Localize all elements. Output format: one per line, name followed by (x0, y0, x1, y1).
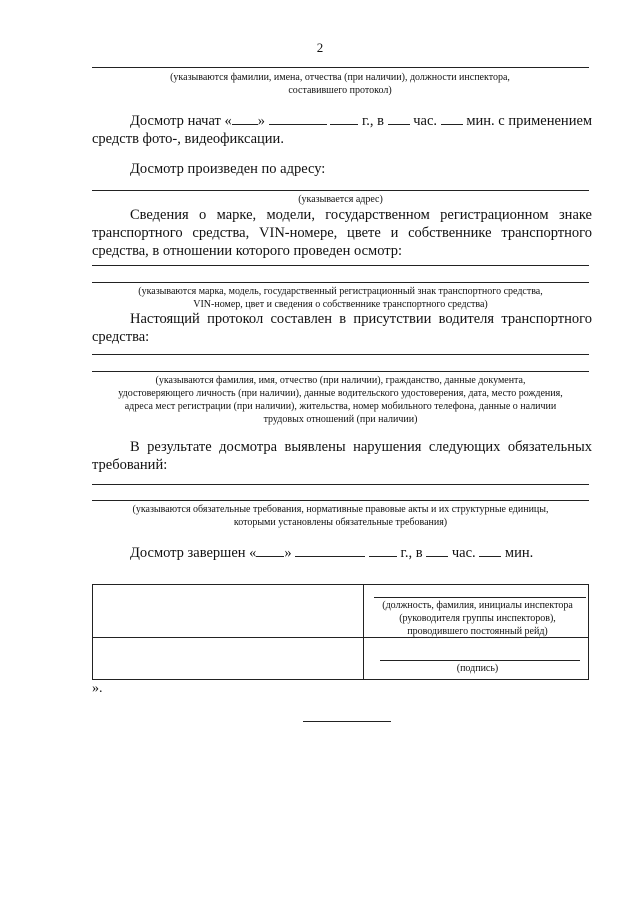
violations-caption-line2: которыми установлены обязательные требования) (233, 517, 448, 528)
driver-caption-line2: удостоверяющего личность (при наличии), данные водительского удостоверения, дата, место рождения, (118, 388, 563, 399)
inspection-end (130, 544, 533, 562)
violations-caption-line1: (указываются обязательные требования, нормативные правовые акты и их структурные единицы, (132, 504, 549, 515)
inspector-line (92, 67, 589, 68)
signature-caption: (подпись) (456, 663, 499, 674)
end-minute-blank (479, 544, 501, 557)
end-day-blank (256, 544, 284, 557)
signature-table (92, 584, 589, 680)
position-line (374, 597, 586, 598)
left-cell-bottom[interactable] (93, 638, 364, 680)
end-text-1: Досмотр завершен « (130, 545, 257, 561)
inspector-caption: (указываются фамилии, имена, отчества (при наличии), должности инспектора, составившего протокол) (170, 72, 510, 96)
end-text-2: » (284, 545, 292, 561)
start-text-2: » (257, 113, 266, 129)
start-text-5: мин. с применением (466, 113, 593, 129)
end-hour-blank (426, 544, 448, 557)
inspection-start (92, 112, 592, 148)
end-month-blank (295, 544, 365, 557)
position-caption-line3: проводившего постоянный рейд) (407, 626, 548, 637)
vehicle-line-2 (92, 282, 589, 283)
violations-line-2 (92, 500, 589, 501)
page-number: 2 (316, 40, 324, 55)
vehicle-caption (92, 285, 589, 311)
position-caption-line2: (руководителя группы инспекторов), (399, 613, 556, 624)
position-cell[interactable] (364, 585, 589, 638)
driver-text: Настоящий протокол составлен в присутствии водителя транспортного средства: (92, 311, 592, 345)
address-text: Досмотр произведен по адресу: (130, 161, 326, 177)
driver-caption-line3: адреса мест регистрации (при наличии), жительства, номер мобильного телефона, данные о наличии (124, 401, 557, 412)
start-text-3: г., в (361, 113, 384, 129)
signature-cell[interactable] (364, 638, 589, 680)
position-caption (364, 599, 591, 638)
signature-line (380, 660, 580, 661)
vehicle-text: Сведения о марке, модели, государственном регистрационном знаке транспортного средства, VIN-номере, цвете и собственнике транспортного средства, в отношении которого проведен осмотр: (92, 207, 592, 259)
driver-caption (92, 374, 589, 426)
driver-caption-line1: (указываются фамилия, имя, отчество (при наличии), гражданство, данные документа, (155, 375, 526, 386)
violations-text: В результате досмотра выявлены нарушения следующих обязательных требований: (92, 439, 592, 473)
address-caption: (указывается адрес) (298, 194, 383, 205)
start-text-4: час. (413, 113, 438, 129)
vehicle-caption-line2: VIN-номер, цвет и сведения о собственнике транспортного средства) (193, 299, 488, 310)
start-text-1: Досмотр начат « (130, 113, 232, 129)
start-month-blank (269, 112, 327, 125)
closing-mark: ». (92, 681, 103, 696)
end-text-5: мин. (504, 545, 534, 561)
violations-line-1 (92, 484, 589, 485)
end-text-4: час. (451, 545, 476, 561)
driver-line-2 (92, 371, 589, 372)
start-day-blank (232, 112, 258, 125)
end-year-blank (369, 544, 397, 557)
left-cell-top[interactable] (93, 585, 364, 638)
start-year-blank (330, 112, 358, 125)
driver-caption-line4: трудовых отношений (при наличии) (263, 414, 418, 425)
inspection-start-line1 (92, 112, 592, 130)
end-text-3: г., в (400, 545, 423, 561)
driver-line-1 (92, 354, 589, 355)
position-caption-line1: (должность, фамилия, инициалы инспектора (382, 600, 573, 611)
vehicle-line-1 (92, 265, 589, 266)
violations-caption (92, 503, 589, 529)
start-minute-blank (441, 112, 463, 125)
start-hour-blank (388, 112, 410, 125)
address-line (92, 190, 589, 191)
vehicle-caption-line1: (указываются марка, модель, государственный регистрационный знак транспортного средства, (138, 286, 543, 297)
end-of-document-line (303, 721, 391, 722)
start-text-6: средств фото-, видеофиксации. (92, 131, 284, 147)
